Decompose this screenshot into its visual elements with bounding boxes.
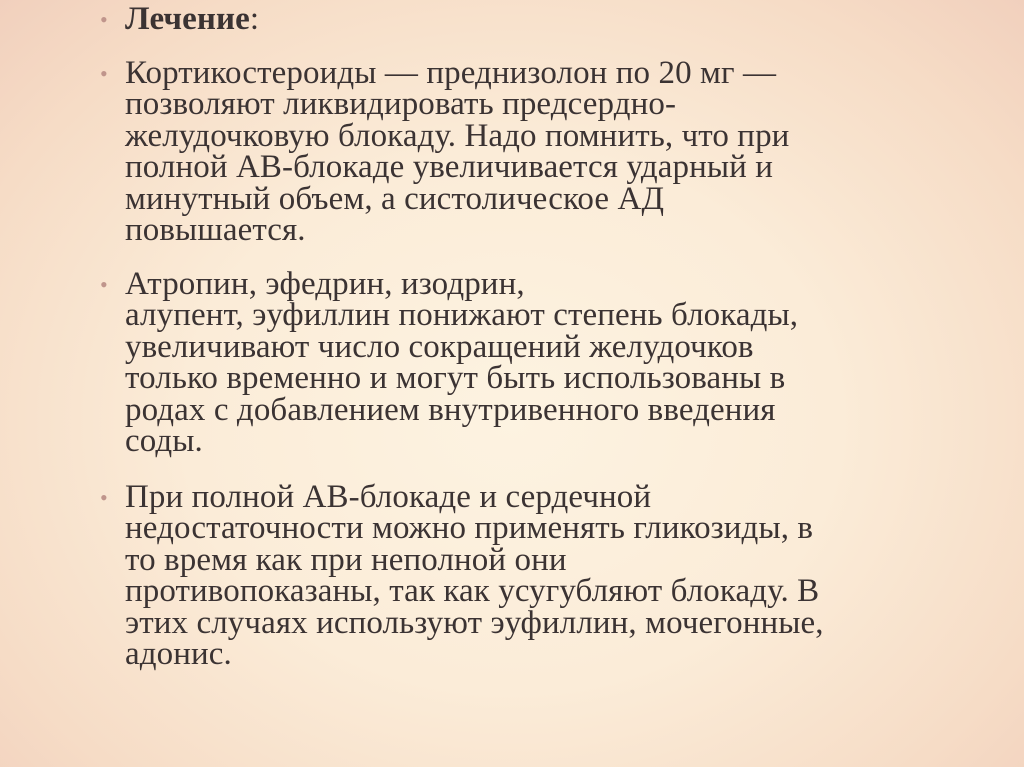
heading-label: Лечение bbox=[125, 1, 250, 37]
bullet-icon: • bbox=[100, 7, 108, 32]
bullet-corticosteroids bbox=[100, 54, 980, 248]
bullet-line: При полной АВ-блокаде и сердечной bbox=[125, 478, 652, 515]
bullet-icon: • bbox=[100, 271, 108, 297]
bullet-line: увеличивают число сокращений желудочков bbox=[125, 328, 754, 365]
bullet-line: желудочковую блокаду. Надо помнить, что при bbox=[125, 117, 790, 154]
bullet-icon: • bbox=[100, 60, 108, 86]
bullet-line: этих случаях используют эуфиллин, мочегонные, bbox=[125, 604, 824, 641]
bullet-line: Кортикостероиды — преднизолон по 20 мг — bbox=[125, 54, 777, 91]
bullet-line: адонис. bbox=[125, 636, 232, 672]
heading-colon: : bbox=[249, 1, 260, 37]
bullet-line: повышается. bbox=[125, 212, 306, 248]
bullet-line: недостаточности можно применять гликозиды, в bbox=[125, 510, 814, 546]
bullet-atropine bbox=[100, 265, 980, 459]
bullet-line: только временно и могут быть использованы в bbox=[125, 360, 786, 396]
bullet-icon: • bbox=[100, 484, 108, 510]
bullet-line: позволяют ликвидировать предсердно- bbox=[125, 86, 677, 122]
bullet-line: противопоказаны, так как усугубляют блокаду. В bbox=[125, 573, 820, 609]
slide-content bbox=[100, 1, 980, 672]
bullet-line: соды. bbox=[125, 423, 203, 459]
bullet-line: Атропин, эфедрин, изодрин, bbox=[125, 265, 525, 302]
bullet-line: то время как при неполной они bbox=[125, 541, 567, 578]
bullet-line: алупент, эуфиллин понижают степень блокады, bbox=[125, 297, 799, 333]
bullet-line: родах с добавлением внутривенного введения bbox=[125, 391, 776, 428]
bullet-line: полной АВ-блокаде увеличивается ударный и bbox=[125, 149, 774, 185]
heading-item bbox=[100, 1, 980, 37]
bullet-line: минутный объем, а систолическое АД bbox=[125, 180, 665, 217]
bullet-glycosides bbox=[100, 478, 980, 672]
